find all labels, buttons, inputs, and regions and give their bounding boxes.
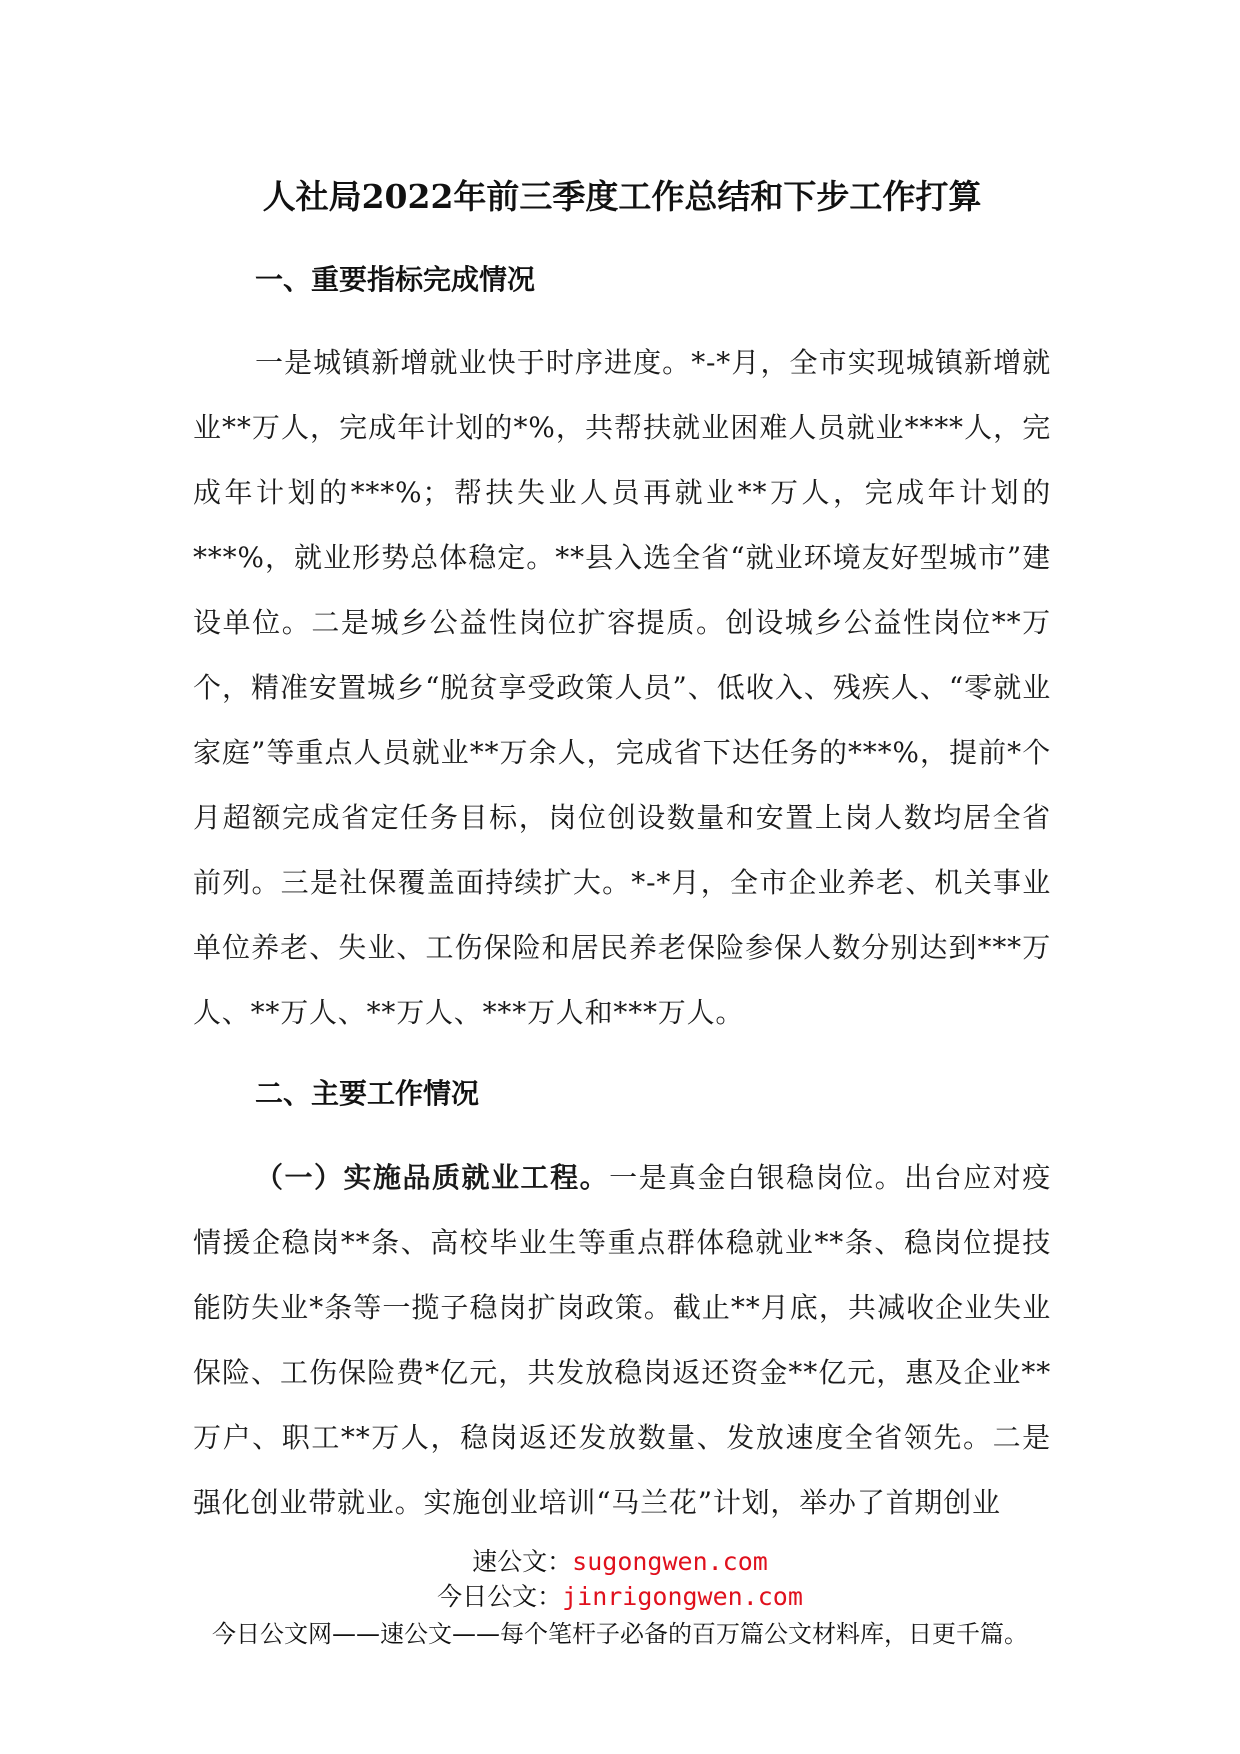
footer-label-sugongwen: 速公文： — [472, 1547, 573, 1576]
section-heading-main-work: 二、主要工作情况 — [255, 1077, 480, 1110]
document-title: 人社局2022年前三季度工作总结和下步工作打算 — [262, 177, 982, 216]
footer-line-jinrigongwen — [0, 1580, 1240, 1614]
footer-link-sugongwen[interactable]: sugongwen.com — [572, 1547, 768, 1576]
subsection-lead: （一）实施品质就业工程。 — [255, 1161, 610, 1194]
footer-slogan: 今日公文网——速公文——每个笔杆子必备的百万篇公文材料库，日更千篇。 — [212, 1620, 1028, 1648]
footer-link-jinrigongwen[interactable]: jinrigongwen.com — [562, 1582, 803, 1611]
section-paragraph-indicators: 一是城镇新增就业快于时序进度。*-*月，全市实现城镇新增就业**万人，完成年计划的*%，共帮扶就业困难人员就业****人，完成年计划的***%；帮扶失业人员再就业**万人，完成年计划的***%，就业形势总体稳定。**县入选全省“就业环境友好型城市”建设单位。二是城乡公益性岗位扩容提质。创设城乡公益性岗位**万个，精准安置城乡“脱贫享受政策人员”、低收入、残疾人、“零就业家庭”等重点人员就业**万余人，完成省下达任务的***%，提前*个月超额完成省定任务目标，岗位创设数量和安置上岗人数均居全省前列。三是社保覆盖面持续扩大。*-*月，全市企业养老、机关事业单位养老、失业、工伤保险和居民养老保险参保人数分别达到***万人、**万人、**万人、***万人和***万人。 — [193, 346, 1051, 1029]
subsection-body: 一是真金白银稳岗位。出台应对疫情援企稳岗**条、高校毕业生等重点群体稳就业**条、稳岗位提技能防失业*条等一揽子稳岗扩岗政策。截止**月底，共减收企业失业保险、工伤保险费*亿元，共发放稳岗返还资金**亿元，惠及企业**万户、职工**万人，稳岗返还发放数量、发放速度全省领先。二是强化创业带就业。实施创业培训“马兰花”计划，举办了首期创业 — [193, 1161, 1051, 1519]
section-paragraph-main-work — [193, 1145, 1051, 1535]
section-heading-indicators: 一、重要指标完成情况 — [255, 263, 536, 296]
footer-label-jinrigongwen: 今日公文： — [437, 1582, 563, 1611]
footer-line-sugongwen — [0, 1545, 1240, 1579]
